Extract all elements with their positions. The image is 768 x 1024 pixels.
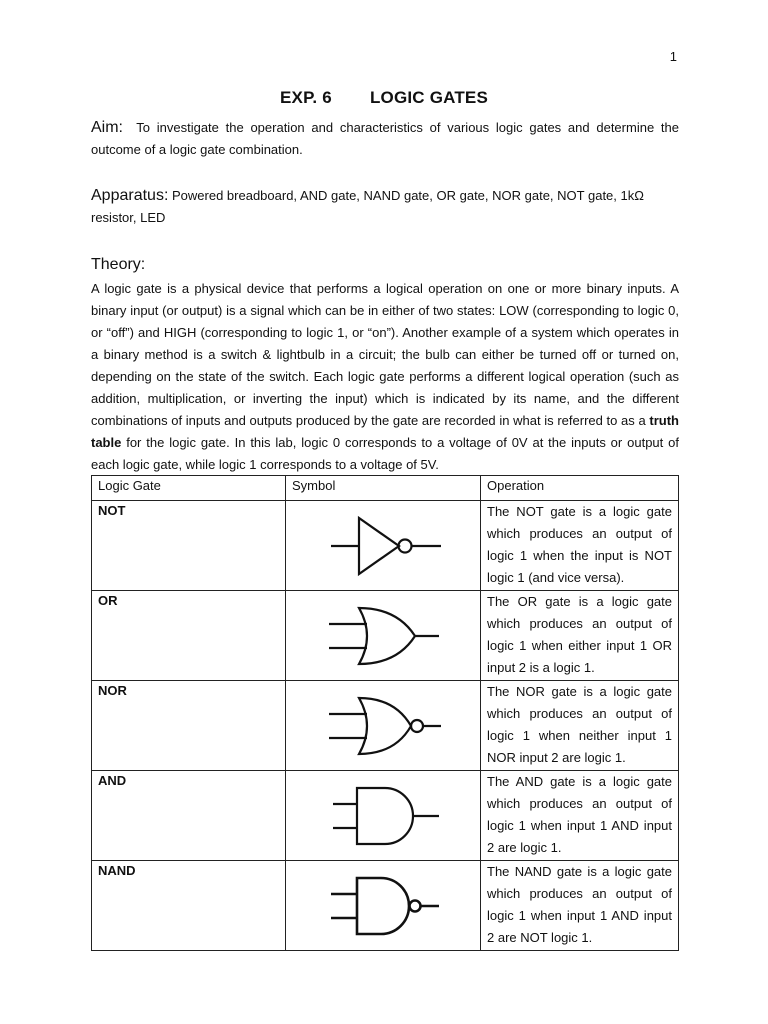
- experiment-number: EXP. 6: [280, 88, 332, 107]
- gate-name: AND: [92, 771, 286, 861]
- truth-table-term: truth table: [91, 413, 679, 450]
- not-gate-symbol: [323, 514, 443, 578]
- logic-gates-table: [91, 475, 679, 951]
- gate-operation: The OR gate is a logic gate which produces an output of logic 1 when either input 1 OR input 2 is a logic 1.: [481, 591, 679, 681]
- theory-heading: Theory:: [91, 256, 146, 273]
- gate-operation: The AND gate is a logic gate which produces an output of logic 1 when input 1 AND input 2 are logic 1.: [481, 771, 679, 861]
- page-title: [0, 88, 768, 108]
- table-row: [92, 501, 679, 591]
- apparatus-section: [91, 185, 679, 229]
- table-row: [92, 681, 679, 771]
- experiment-name: LOGIC GATES: [369, 88, 488, 107]
- page-number: 1: [669, 49, 677, 64]
- aim-section: [91, 117, 679, 161]
- aim-text: To investigate the operation and characteristics of various logic gates and determine the outcome of a logic gate combination.: [91, 120, 679, 157]
- nor-gate-symbol: [323, 694, 443, 758]
- theory-text-before: A logic gate is a physical device that performs a logical operation on one or more binary inputs. A binary input (or output) is a signal which can be in either of two states: LOW (corresponding to logic 0, or “off”) and HIGH (corresponding to logic 1, or “on”). Another example of a system which operates in a binary method is a switch & lightbulb in a circuit; the bulb can either be turned off or turned on, depending on the state of the switch. Each logic gate performs a different logical operation (such as addition, multiplication, or inverting the input) which is indicated by its name, and the different combinations of inputs and outputs produced by the gate are recorded in what is referred to as a: [91, 281, 679, 428]
- gate-operation: The NAND gate is a logic gate which produces an output of logic 1 when input 1 AND input 2 are NOT logic 1.: [481, 861, 679, 951]
- apparatus-heading: Apparatus:: [91, 187, 169, 204]
- table-row: [92, 771, 679, 861]
- table-row: [92, 861, 679, 951]
- header-logic-gate: Logic Gate: [92, 476, 286, 501]
- gate-operation: The NOT gate is a logic gate which produces an output of logic 1 when the input is NOT logic 1 (and vice versa).: [481, 501, 679, 591]
- aim-heading: Aim:: [91, 119, 123, 136]
- table-header-row: [92, 476, 679, 501]
- table-row: [92, 591, 679, 681]
- header-symbol: Symbol: [286, 476, 481, 501]
- gate-name: NAND: [92, 861, 286, 951]
- nand-gate-symbol: [323, 874, 443, 938]
- theory-text-after: for the logic gate. In this lab, logic 0 corresponds to a voltage of 0V at the inputs or output of each logic gate, while logic 1 corresponds to a voltage of 5V.: [91, 435, 679, 472]
- apparatus-text: Powered breadboard, AND gate, NAND gate, OR gate, NOR gate, NOT gate, 1kΩ resistor, LED: [91, 188, 644, 225]
- header-operation: Operation: [481, 476, 679, 501]
- and-gate-symbol: [323, 784, 443, 848]
- theory-section: [91, 278, 679, 476]
- gate-name: NOR: [92, 681, 286, 771]
- theory-paragraph: [91, 278, 679, 476]
- gate-name: NOT: [92, 501, 286, 591]
- or-gate-symbol: [323, 604, 443, 668]
- gate-name: OR: [92, 591, 286, 681]
- gate-operation: The NOR gate is a logic gate which produces an output of logic 1 when neither input 1 NOR input 2 are logic 1.: [481, 681, 679, 771]
